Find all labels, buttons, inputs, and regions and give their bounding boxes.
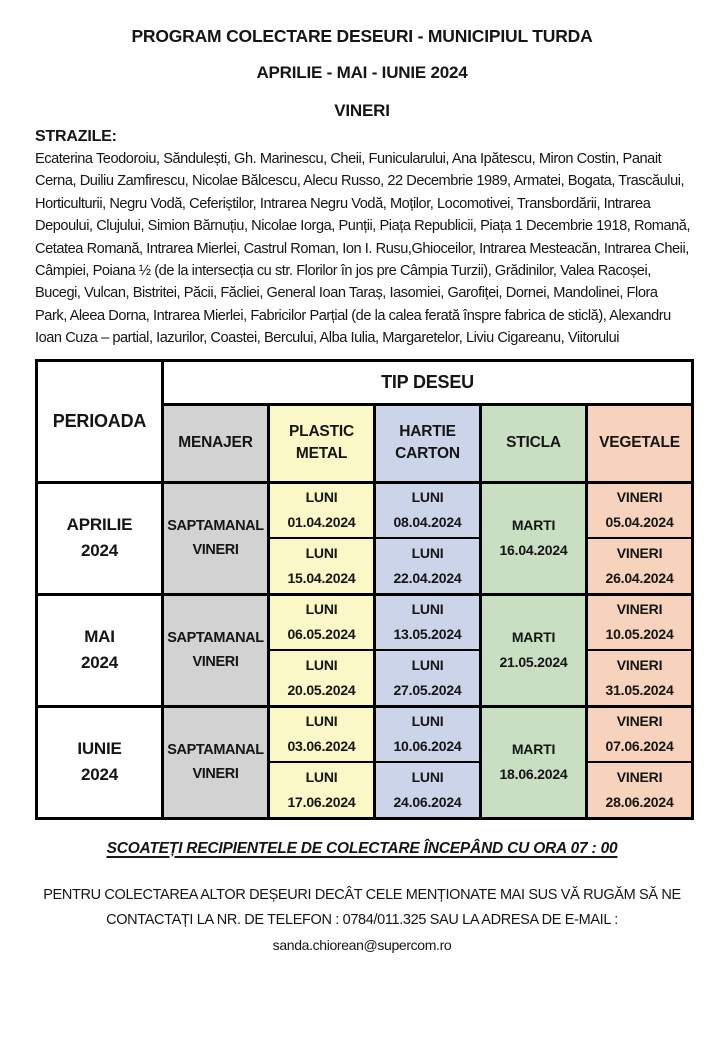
waste-schedule-document xyxy=(0,26,724,1050)
vegetale-date-cell: VINERI 31.05.2024 xyxy=(587,650,693,706)
column-header-vegetale: VEGETALE xyxy=(587,404,693,482)
contact-section xyxy=(28,883,696,958)
column-header-hartie-carton: HARTIE CARTON xyxy=(375,404,481,482)
plastic-date-cell: LUNI 20.05.2024 xyxy=(269,650,375,706)
streets-list: Ecaterina Teodoroiu, Săndulești, Gh. Marinescu, Cheii, Funicularului, Ana Ipătescu, Miron Costin, Panait Cerna, Duiliu Zamfirescu, Nicolae Bălcescu, Alecu Russo, 22 Decembrie 1989, Armatei, Bogata, Trascăului, Horticulturii, Negru Vodă, Ceferiștilor, Intrarea Negru Vodă, Moților, Locomotivei, Transbordării, Intrarea Depoului, Clujului, Simion Bărnuțiu, Nicolae Iorga, Punții, Piața Republicii, Piața 1 Decembrie 1918, Romană, Cetatea Romană, Intrarea Mierlei, Castrul Roman, Ion I. Rusu,Ghioceilor, Intrarea Mesteacăn, Intrarea Cheii, Câmpiei, Poiana ½ (de la intersecția cu str. Florilor în jos pre Câmpia Turzii), Grădinilor, Valea Racoșei, Bucegi, Vulcan, Bistritei, Păcii, Făcliei, General Ioan Taraș, Iasomiei, Garofiței, Dornei, Mandolinei, Flora Park, Aleea Dorna, Intrarea Mierlei, Fabricilor Parțial (de la calea ferată înspre fabrica de sticlă), Alexandru Ioan Cuza – partial, Iazurilor, Coastei, Bercului, Alba Iulia, Margaretelor, Liviu Cigareanu, Viitorului xyxy=(35,151,691,347)
plastic-date-cell: LUNI 15.04.2024 xyxy=(269,538,375,594)
column-header-plastic-metal: PLASTIC METAL xyxy=(269,404,375,482)
vegetale-date-cell: VINERI 05.04.2024 xyxy=(587,482,693,538)
streets-label: STRAZILE: xyxy=(35,128,117,145)
plastic-date-cell: LUNI 06.05.2024 xyxy=(269,594,375,650)
hartie-date-cell: LUNI 27.05.2024 xyxy=(375,650,481,706)
doc-title: PROGRAM COLECTARE DESEURI - MUNICIPIUL TURDA xyxy=(131,26,593,46)
period-cell-mai: MAI 2024 xyxy=(37,594,163,706)
hartie-date-cell: LUNI 10.06.2024 xyxy=(375,706,481,762)
collection-schedule-table xyxy=(35,359,694,820)
hartie-date-cell: LUNI 24.06.2024 xyxy=(375,762,481,818)
sticla-date-cell: MARTI 18.06.2024 xyxy=(481,706,587,818)
vegetale-date-cell: VINERI 10.05.2024 xyxy=(587,594,693,650)
period-cell-iunie: IUNIE 2024 xyxy=(37,706,163,818)
contact-line-1: PENTRU COLECTAREA ALTOR DEȘEURI DECÂT CELE MENȚIONATE MAI SUS VĂ RUGĂM SĂ NE xyxy=(43,886,681,903)
sticla-date-cell: MARTI 21.05.2024 xyxy=(481,594,587,706)
streets-section xyxy=(35,128,691,350)
contact-email: sanda.chiorean@supercom.ro xyxy=(272,936,452,953)
plastic-date-cell: LUNI 01.04.2024 xyxy=(269,482,375,538)
contact-line-2: CONTACTAȚI LA NR. DE TELEFON : 0784/011.325 SAU LA ADRESA DE E-MAIL : xyxy=(106,911,618,928)
column-header-sticla: STICLA xyxy=(481,404,587,482)
doc-collection-day: VINERI xyxy=(334,101,390,120)
column-header-menajer: MENAJER xyxy=(163,404,269,482)
waste-type-header: TIP DESEU xyxy=(163,360,693,404)
hartie-date-cell: LUNI 13.05.2024 xyxy=(375,594,481,650)
vegetale-date-cell: VINERI 28.06.2024 xyxy=(587,762,693,818)
plastic-date-cell: LUNI 17.06.2024 xyxy=(269,762,375,818)
hartie-date-cell: LUNI 08.04.2024 xyxy=(375,482,481,538)
sticla-date-cell: MARTI 16.04.2024 xyxy=(481,482,587,594)
doc-period: APRILIE - MAI - IUNIE 2024 xyxy=(256,63,468,82)
period-column-header: PERIOADA xyxy=(37,360,163,482)
menajer-cell-aprilie: SAPTAMANAL VINERI xyxy=(163,482,269,594)
plastic-date-cell: LUNI 03.06.2024 xyxy=(269,706,375,762)
menajer-cell-mai: SAPTAMANAL VINERI xyxy=(163,594,269,706)
hartie-date-cell: LUNI 22.04.2024 xyxy=(375,538,481,594)
menajer-cell-iunie: SAPTAMANAL VINERI xyxy=(163,706,269,818)
vegetale-date-cell: VINERI 26.04.2024 xyxy=(587,538,693,594)
period-cell-aprilie: APRILIE 2024 xyxy=(37,482,163,594)
containers-out-notice: SCOATEȚI RECIPIENTELE DE COLECTARE ÎNCEPÂND CU ORA 07 : 00 xyxy=(106,839,618,857)
vegetale-date-cell: VINERI 07.06.2024 xyxy=(587,706,693,762)
